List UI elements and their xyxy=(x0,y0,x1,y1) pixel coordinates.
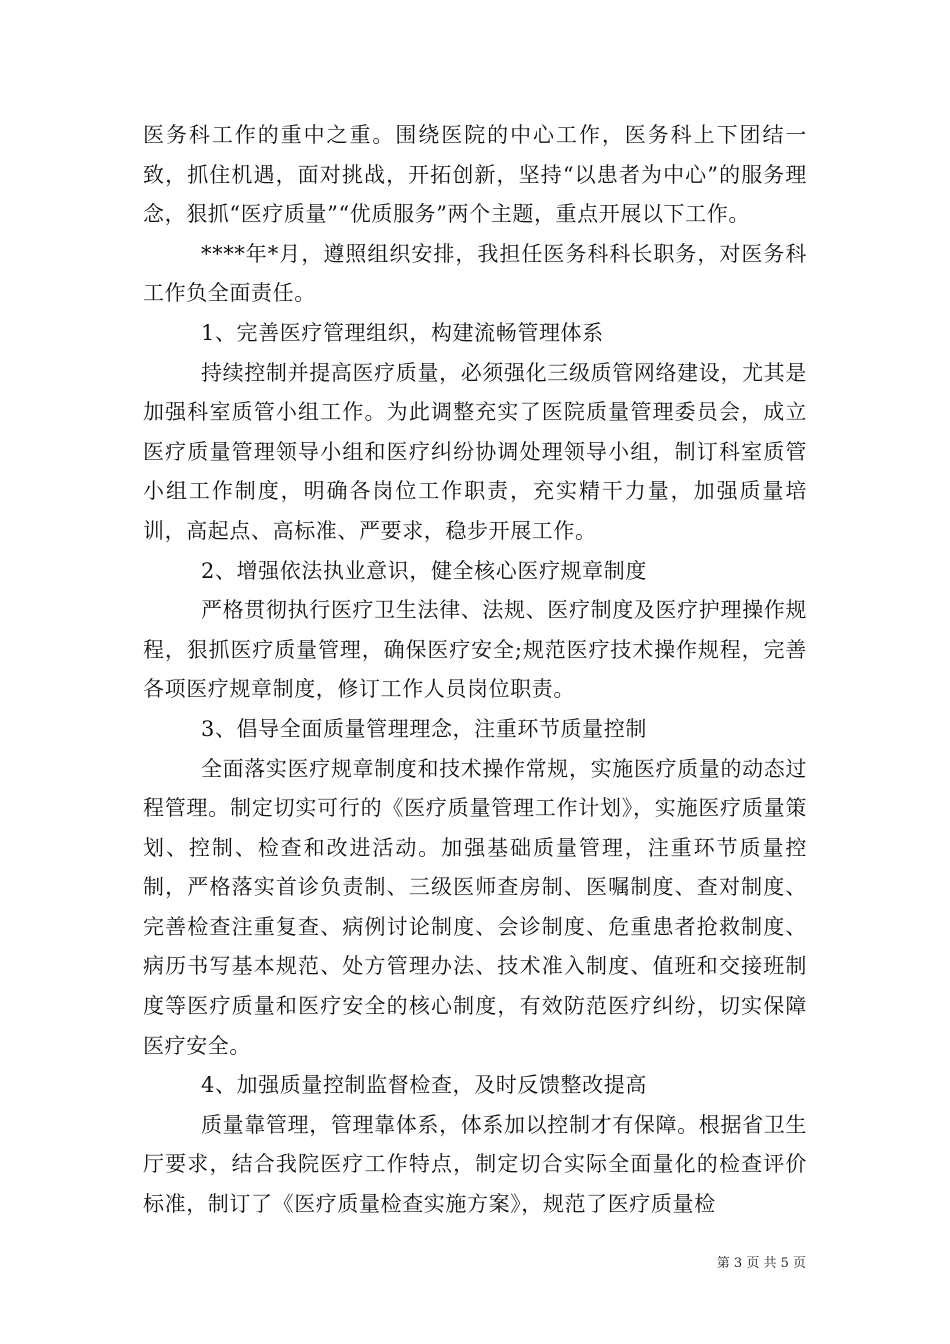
paragraph-section-2: 严格贯彻执行医疗卫生法律、法规、医疗制度及医疗护理操作规程，狠抓医疗质量管理，确保医疗安全;规范医疗技术操作规程，完善各项医疗规章制度，修订工作人员岗位职责。 xyxy=(143,598,807,702)
section-heading-2: 2、增强依法执业意识，健全核心医疗规章制度 xyxy=(201,558,647,583)
document-body xyxy=(143,116,807,1225)
paragraph-section-4: 质量靠管理，管理靠体系，体系加以控制才有保障。根据省卫生厅要求，结合我院医疗工作特点，制定切合实际全面量化的检查评价标准，制订了《医疗质量检查实施方案》，规范了医疗质量检 xyxy=(143,1112,807,1217)
section-heading-1: 1、完善医疗管理组织，构建流畅管理体系 xyxy=(201,320,604,345)
paragraph-section-3: 全面落实医疗规章制度和技术操作常规，实施医疗质量的动态过程管理。制定切实可行的《医疗质量管理工作计划》，实施医疗质量策划、控制、检查和改进活动。加强基础质量管理，注重环节质量控制，严格落实首诊负责制、三级医师查房制、医嘱制度、查对制度、完善检查注重复查、病例讨论制度、会诊制度、危重患者抢救制度、病历书写基本规范、处方管理办法、技术准入制度、值班和交接班制度等医疗质量和医疗安全的核心制度，有效防范医疗纠纷，切实保障医疗安全。 xyxy=(143,756,807,1058)
paragraph-continuation: 医务科工作的重中之重。围绕医院的中心工作，医务科上下团结一致，抓住机遇，面对挑战，开拓创新，坚持“以患者为中心”的服务理念，狠抓“医疗质量”“优质服务”两个主题，重点开展以下工作。 xyxy=(143,123,807,227)
section-heading-3: 3、倡导全面质量管理理念，注重环节质量控制 xyxy=(201,716,647,741)
section-heading-4: 4、加强质量控制监督检查，及时反馈整改提高 xyxy=(201,1073,647,1098)
page-number: 第 3 页 共 5 页 xyxy=(716,1256,806,1271)
paragraph-appointment: ****年*月，遵照组织安排，我担任医务科科长职务，对医务科工作负全面责任。 xyxy=(143,241,807,306)
paragraph-section-1: 持续控制并提高医疗质量，必须强化三级质管网络建设，尤其是加强科室质管小组工作。为此调整充实了医院质量管理委员会，成立医疗质量管理领导小组和医疗纠纷协调处理领导小组，制订科室质管小组工作制度，明确各岗位工作职责，充实精干力量，加强质量培训，高起点、高标准、严要求，稳步开展工作。 xyxy=(143,360,807,543)
